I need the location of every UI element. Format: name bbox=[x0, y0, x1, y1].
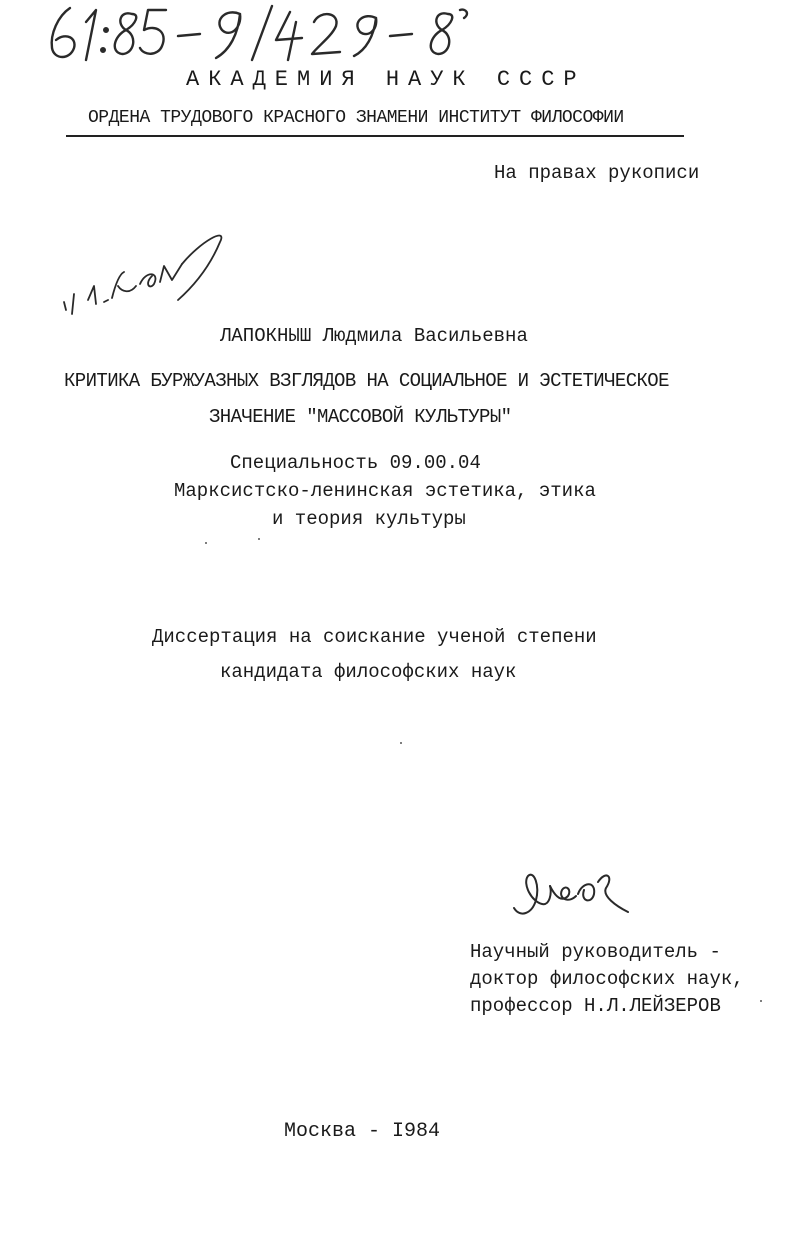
rights-note: На правах рукописи bbox=[494, 162, 700, 184]
supervisor-degree: доктор философских наук, bbox=[470, 968, 744, 990]
handwritten-archive-mark bbox=[60, 222, 230, 322]
thesis-title-line-1: КРИТИКА БУРЖУАЗНЫХ ВЗГЛЯДОВ НА СОЦИАЛЬНОЕ И ЭСТЕТИЧЕСКОЕ bbox=[64, 370, 669, 392]
specialty-name-line-1: Марксистско-ленинская эстетика, этика bbox=[174, 480, 596, 502]
supervisor-name: профессор Н.Л.ЛЕЙЗЕРОВ bbox=[470, 995, 721, 1017]
supervisor-signature bbox=[506, 856, 636, 926]
author-name: ЛАПОКНЫШ Людмила Васильевна bbox=[220, 325, 528, 347]
dissertation-purpose-line-1: Диссертация на соискание ученой степени bbox=[152, 626, 597, 648]
handwritten-archive-number bbox=[40, 0, 490, 70]
specialty-code: Специальность 09.00.04 bbox=[230, 452, 481, 474]
institute-heading: ОРДЕНА ТРУДОВОГО КРАСНОГО ЗНАМЕНИ ИНСТИТУТ ФИЛОСОФИИ bbox=[88, 108, 624, 128]
dissertation-purpose-line-2: кандидата философских наук bbox=[220, 661, 517, 683]
place-and-year: Москва - I984 bbox=[284, 1120, 441, 1143]
scan-speck bbox=[400, 742, 402, 744]
specialty-name-line-2: и теория культуры bbox=[272, 508, 466, 530]
thesis-title-line-2: ЗНАЧЕНИЕ "МАССОВОЙ КУЛЬТУРЫ" bbox=[209, 406, 512, 428]
scan-speck bbox=[258, 538, 260, 540]
academy-heading: АКАДЕМИЯ НАУК СССР bbox=[186, 67, 586, 92]
scan-speck bbox=[205, 542, 207, 544]
scan-speck bbox=[760, 1000, 762, 1002]
header-rule bbox=[66, 135, 684, 137]
supervisor-role: Научный руководитель - bbox=[470, 941, 721, 963]
